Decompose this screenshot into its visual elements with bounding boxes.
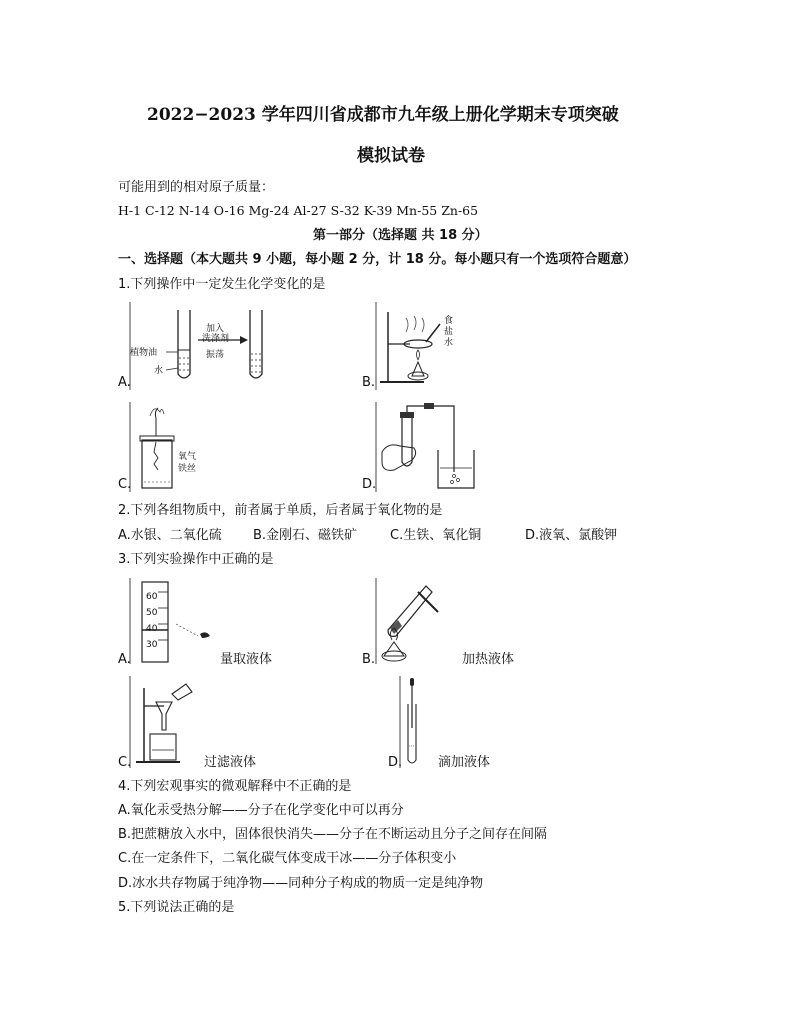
q2-option-a: A.水银、二氧化硫 [118,528,222,543]
page-title: 2022−2023 学年四川省成都市九年级上册化学期末专项突破 [147,105,619,125]
q1-option-a: A. [118,375,131,390]
label-detergent: 洗涤剂 [202,334,230,344]
iron-burning-diagram [128,402,218,492]
graduated-cylinder-diagram [128,578,228,664]
q4-stem: 4.下列宏观事实的微观解释中不正确的是 [118,779,352,794]
q3-caption-c: 过滤液体 [204,755,257,770]
q3-option-a: A. [118,652,131,667]
q1-option-b: B. [362,375,376,390]
q2-option-b: B.金刚石、磁铁矿 [253,528,358,543]
dropper-diagram [398,676,428,768]
atomic-mass-intro: 可能用到的相对原子质量： [118,180,275,195]
q2-option-c: C.生铁、氧化铜 [390,528,482,543]
label-salt-water-3: 水 [444,338,454,348]
label-shake: 振荡 [206,350,225,360]
q4-option-c: C.在一定条件下，二氧化碳气体变成干冰——分子体积变小 [118,851,457,866]
tick-60: 60 [146,592,158,602]
label-vegetable-oil: 植物油 [130,348,158,358]
q1-stem: 1.下列操作中一定发生化学变化的是 [118,277,326,292]
heating-liquid-diagram [374,578,454,664]
q4-option-d: D.冰水共存物属于纯净物——同种分子构成的物质一定是纯净物 [118,876,484,891]
tick-40: 40 [146,624,158,634]
atomic-mass-values: H-1 C-12 N-14 O-16 Mg-24 Al-27 S-32 K-39 Mn-55 Zn-65 [118,203,479,218]
q3-stem: 3.下列实验操作中正确的是 [118,552,274,567]
q3-figure-a [128,578,228,664]
label-salt-water-2: 盐 [444,327,454,337]
q2-option-d: D.液氧、氯酸钾 [525,528,618,543]
filtration-diagram [128,676,208,768]
q1-figure-a [128,302,278,390]
label-iron-wire: 铁丝 [178,464,197,474]
q3-option-c: C. [118,755,132,770]
airtightness-check-diagram [374,402,484,492]
q3-caption-d: 滴加液体 [438,755,491,770]
tick-30: 30 [146,640,158,650]
q3-caption-a: 量取液体 [220,652,273,667]
q2-stem: 2.下列各组物质中，前者属于单质，后者属于氧化物的是 [118,503,443,518]
q4-option-a: A.氧化汞受热分解——分子在化学变化中可以再分 [118,803,404,818]
q4-option-b: B.把蔗糖放入水中，固体很快消失——分子在不断运动且分子之间存在间隔 [118,827,548,842]
part1-heading: 第一部分（选择题 共 18 分） [313,228,488,243]
label-water: 水 [154,366,164,376]
q1-figure-c [128,402,218,492]
q3-figure-d [398,676,428,768]
q1-figure-d [374,402,484,492]
q3-figure-b [374,578,454,664]
tick-50: 50 [146,608,158,618]
q3-option-d: D. [388,755,403,770]
q1-option-d: D. [362,477,377,492]
q5-stem: 5.下列说法正确的是 [118,900,235,915]
page-subtitle: 模拟试卷 [357,146,425,166]
label-oxygen: 氧气 [178,452,197,462]
q1-figure-b [374,302,464,390]
q3-figure-c [128,676,208,768]
label-add: 加入 [206,324,225,334]
section1-heading: 一、选择题（本大题共 9 小题，每小题 2 分，计 18 分。每小题只有一个选项符合题意） [118,252,637,267]
q3-option-b: B. [362,652,376,667]
q1-option-c: C. [118,477,132,492]
q3-caption-b: 加热液体 [462,652,515,667]
label-salt-water-1: 食 [444,316,454,326]
